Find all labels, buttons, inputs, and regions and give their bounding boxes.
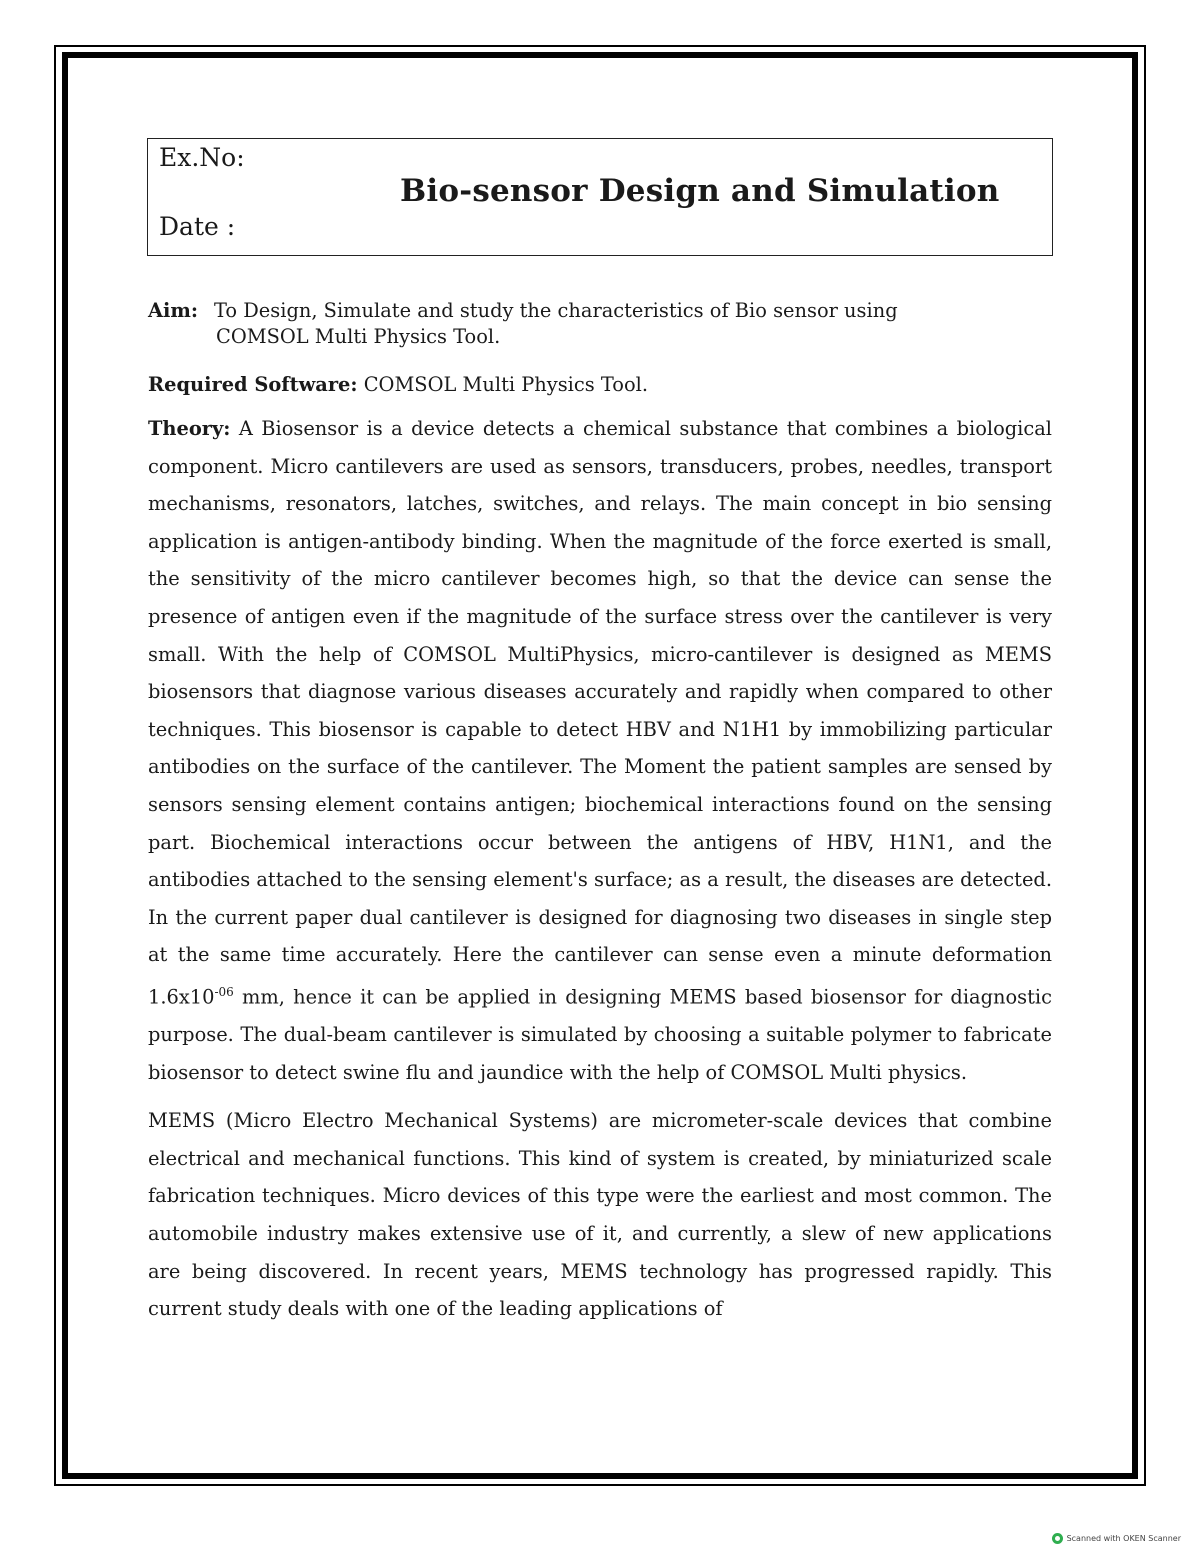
theory-text: A Biosensor is a device detects a chemical substance that combines a biological component. Micro cantilevers are used as sensors, transducers, probes, needles, transport mechanisms, resonators, latches, switches, and relays. The main concept in bio sensing application is antigen-antibody binding. When the magnitude of the force exerted is small, the sensitivity of the micro cantilever becomes high, so that the device can sense the presence of antigen even if the magnitude of the surface stress over the cantilever is very small. With the help of COMSOL MultiPhysics, micro-cantilever is designed as MEMS biosensors that diagnose various diseases accurately and rapidly when compared to other techniques. This biosensor is capable to detect HBV and N1H1 by immobilizing particular antibodies on the surface of the cantilever. The Moment the patient samples are sensed by sensors sensing element contains antigen; biochemical interactions found on the sensing part. Biochemical interactions occur between the antigens of HBV, H1N1, and the antibodies attached to the sensing element's surface; as a result, the diseases are detected. In the current paper dual cantilever is designed for diagnosing two diseases in single step at the same time accurately. Here the cantilever can sense even a minute deformation 1.6x10 (148, 417, 1053, 1009)
required-software-label: Required Software: (148, 373, 358, 396)
theory-exponent: -06 (214, 984, 234, 999)
theory-label: Theory: (148, 417, 231, 440)
exno-label: Ex.No: (159, 143, 245, 172)
date-label: Date : (159, 212, 236, 241)
scanner-text: Scanned with OKEN Scanner (1066, 1534, 1181, 1543)
aim-label: Aim: (148, 299, 199, 322)
aim-text-line2: COMSOL Multi Physics Tool. (216, 325, 501, 348)
aim-text-line1: To Design, Simulate and study the characteristics of Bio sensor using (214, 299, 898, 322)
theory-paragraph (148, 410, 1052, 1091)
required-software-text: COMSOL Multi Physics Tool. (363, 373, 648, 396)
theory-text-cont: mm, hence it can be applied in designing MEMS based biosensor for diagnostic purpose. The dual-beam cantilever is simulated by choosing a suitable polymer to fabricate biosensor to detect swine flu and jaundice with the help of COMSOL Multi physics. (148, 985, 1052, 1084)
aim-section (148, 298, 1052, 350)
required-software-section (148, 372, 1052, 398)
document-body (148, 298, 1052, 1328)
mems-paragraph: MEMS (Micro Electro Mechanical Systems) are micrometer-scale devices that combine electrical and mechanical functions. This kind of system is created, by miniaturized scale fabrication techniques. Micro devices of this type were the earliest and most common. The automobile industry makes extensive use of it, and currently, a slew of new applications are being discovered. In recent years, MEMS technology has progressed rapidly. This current study deals with one of the leading applications of (148, 1109, 1052, 1321)
scanner-watermark (1052, 1533, 1181, 1544)
oken-scanner-logo-icon (1052, 1533, 1063, 1544)
experiment-header-box (147, 138, 1053, 256)
page-title: Bio-sensor Design and Simulation (400, 173, 1000, 209)
